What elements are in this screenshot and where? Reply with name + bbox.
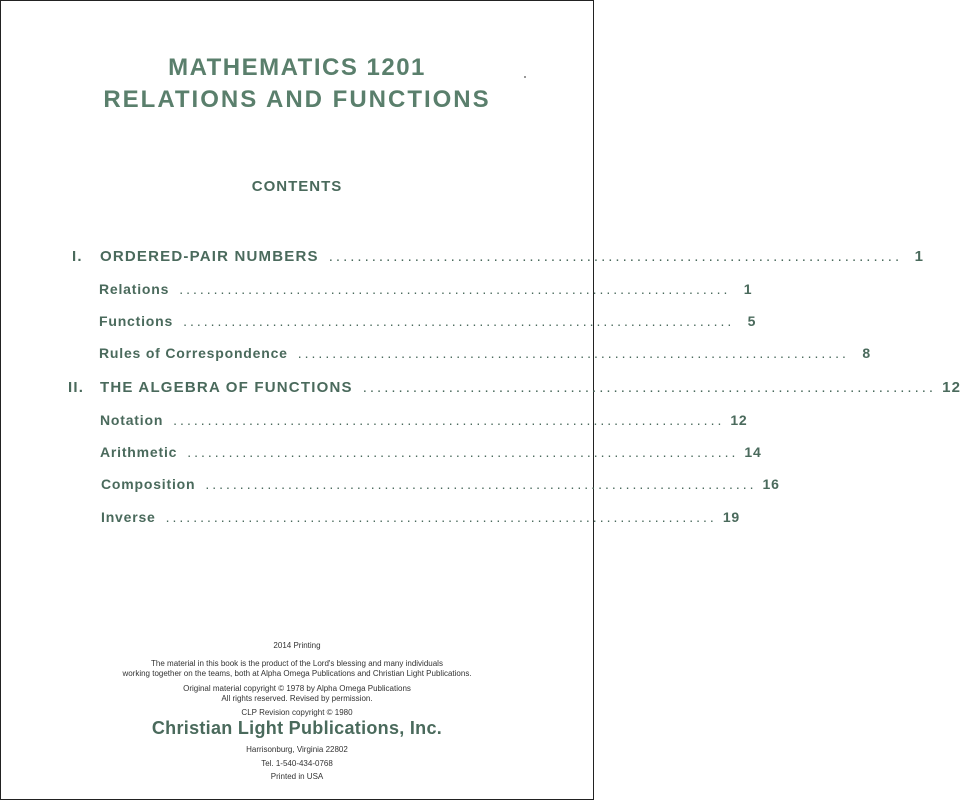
toc-entry-algebra-of-functions[interactable] bbox=[68, 379, 961, 401]
toc-entry-label: Rules of Correspondence bbox=[99, 345, 288, 361]
toc-page-number: 12 bbox=[942, 379, 961, 396]
toc-entry-functions[interactable] bbox=[99, 313, 757, 335]
contents-heading: CONTENTS bbox=[251, 178, 343, 195]
toc-leader-dots: ................................................................................ bbox=[173, 412, 725, 428]
printed-in-line: Printed in USA bbox=[270, 772, 324, 781]
book-subtitle: RELATIONS AND FUNCTIONS bbox=[103, 86, 491, 113]
copyright-line-1: Original material copyright © 1978 by Alpha Omega Publications bbox=[183, 684, 411, 693]
toc-entry-label: Inverse bbox=[101, 509, 156, 525]
toc-page-number: 16 bbox=[762, 476, 780, 492]
toc-entry-ordered-pair-numbers[interactable] bbox=[72, 248, 925, 270]
toc-entry-relations[interactable] bbox=[99, 281, 753, 303]
toc-leader-dots: ................................................................................ bbox=[183, 313, 735, 329]
blessing-line-1: The material in this book is the product of the Lord's blessing and many individuals bbox=[151, 659, 443, 668]
toc-entry-rules-of-correspondence[interactable] bbox=[99, 345, 871, 367]
publisher-address: Harrisonburg, Virginia 22802 bbox=[246, 745, 348, 754]
publisher-telephone: Tel. 1-540-434-0768 bbox=[261, 759, 333, 768]
toc-page-number: 5 bbox=[747, 313, 757, 329]
blessing-line-2: working together on the teams, both at Alpha Omega Publications and Christian Light Publications. bbox=[122, 669, 472, 678]
toc-entry-arithmetic[interactable] bbox=[100, 444, 762, 466]
copyright-line-2: All rights reserved. Revised by permission. bbox=[221, 694, 373, 703]
toc-entry-label: ORDERED-PAIR NUMBERS bbox=[100, 248, 319, 265]
toc-section-number: I. bbox=[72, 248, 83, 265]
clp-revision-line: CLP Revision copyright © 1980 bbox=[241, 708, 353, 717]
printing-line: 2014 Printing bbox=[273, 641, 321, 650]
toc-section-number: II. bbox=[68, 379, 85, 396]
toc-leader-dots: ................................................................................ bbox=[187, 444, 739, 460]
toc-page-number: 19 bbox=[722, 509, 740, 525]
toc-page-number: 1 bbox=[914, 248, 925, 265]
speck-mark bbox=[524, 76, 526, 78]
toc-leader-dots: ................................................................................ bbox=[165, 509, 717, 525]
toc-leader-dots: ................................................................................ bbox=[205, 476, 757, 492]
toc-page-number: 8 bbox=[862, 345, 871, 361]
toc-entry-notation[interactable] bbox=[100, 412, 748, 434]
toc-leader-dots: ................................................................................ bbox=[179, 281, 731, 297]
toc-leader-dots: ................................................................................ bbox=[297, 345, 849, 361]
toc-entry-label: Functions bbox=[99, 313, 174, 329]
toc-entry-composition[interactable] bbox=[101, 476, 780, 498]
toc-entry-label: THE ALGEBRA OF FUNCTIONS bbox=[100, 379, 353, 396]
toc-leader-dots: ................................................................................ bbox=[362, 379, 937, 396]
toc-page-number: 12 bbox=[730, 412, 748, 428]
toc-entry-label: Arithmetic bbox=[100, 444, 178, 460]
book-title: MATHEMATICS 1201 bbox=[168, 54, 426, 81]
toc-leader-dots: ................................................................................ bbox=[328, 248, 903, 265]
toc-page-number: 14 bbox=[744, 444, 762, 460]
toc-entry-inverse[interactable] bbox=[101, 509, 740, 531]
toc-page-number: 1 bbox=[743, 281, 753, 297]
publisher-name: Christian Light Publications, Inc. bbox=[151, 718, 443, 738]
toc-entry-label: Notation bbox=[100, 412, 164, 428]
toc-entry-label: Composition bbox=[101, 476, 196, 492]
toc-entry-label: Relations bbox=[99, 281, 170, 297]
